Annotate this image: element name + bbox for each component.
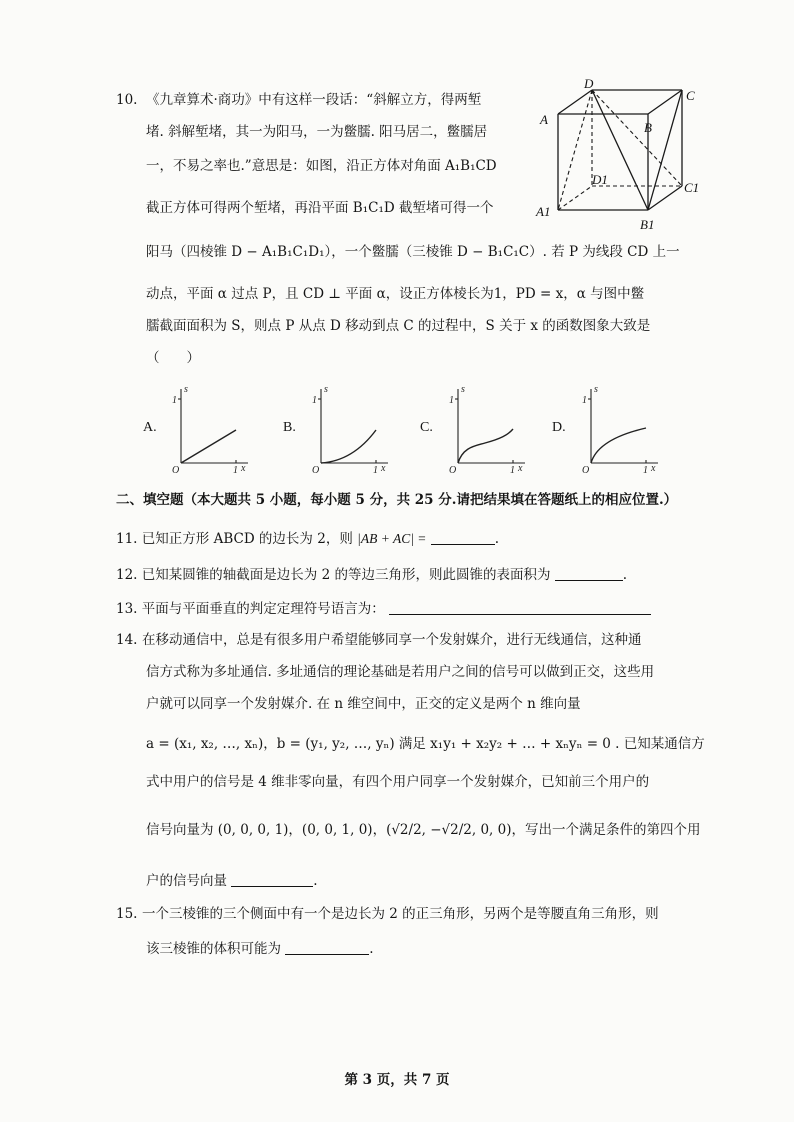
q10-line-7: 臑截面面积为 S，则点 P 从点 D 移动到点 C 的过程中，S 关于 x 的函数图象大致是 xyxy=(146,318,651,334)
q11-end: . xyxy=(494,531,499,547)
q11 xyxy=(116,530,499,547)
option-c-graph xyxy=(445,383,530,475)
q14-answer-blank[interactable] xyxy=(231,872,313,887)
q14-line-3: 户就可以同享一个发射媒介. 在 n 维空间中，正交的定义是两个 n 维向量 xyxy=(146,696,581,712)
q12 xyxy=(116,566,627,583)
option-b-graph xyxy=(308,383,393,475)
q11-answer-blank[interactable] xyxy=(431,530,495,545)
option-b-tick-y: 1 xyxy=(312,395,317,406)
option-d-graph xyxy=(578,383,663,475)
option-a-tick-x: 1 xyxy=(233,465,238,476)
q12-text: 已知某圆锥的轴截面是边长为 2 的等边三角形，则此圆锥的表面积为 xyxy=(141,567,551,583)
q11-text: 已知正方形 ABCD 的边长为 2，则 xyxy=(141,531,353,547)
cube-label-B1: B1 xyxy=(640,217,655,232)
section-2-title: 二、填空题（本大题共 5 小题，每小题 5 分，共 25 分.请把结果填在答题纸上的相应位置.） xyxy=(116,492,678,508)
q13-answer-blank[interactable] xyxy=(389,600,651,615)
q13-number: 13. xyxy=(116,601,138,617)
option-d-letter: D. xyxy=(552,420,566,435)
q12-end: . xyxy=(622,567,628,583)
q14-line-5: 式中用户的信号是 4 维非零向量，有四个用户同享一个发射媒介，已知前三个用户的 xyxy=(146,774,650,790)
q10-line-5: 阳马（四棱锥 D − A₁B₁C₁D₁），一个鳖臑（三棱锥 D − B₁C₁C）. 若 P 为线段 CD 上一 xyxy=(146,244,680,260)
q14-line-1: 在移动通信中，总是有很多用户希望能够同享一个发射媒介，进行无线通信，这种通 xyxy=(142,632,642,648)
option-b-tick-x: 1 xyxy=(373,465,378,476)
q15-line-2-text: 该三棱锥的体积可能为 xyxy=(146,941,281,957)
cube-label-B: B xyxy=(644,120,652,135)
option-b-x: x xyxy=(381,463,386,474)
q14-line-2: 信方式称为多址通信. 多址通信的理论基础是若用户之间的信号可以做到正交，这些用 xyxy=(146,664,655,680)
option-c-tick-x: 1 xyxy=(510,465,515,476)
option-d-origin: O xyxy=(582,465,590,476)
option-b-origin: O xyxy=(312,465,320,476)
cube-label-D1: D1 xyxy=(592,172,608,187)
option-a-tick-y: 1 xyxy=(172,395,177,406)
option-a-s: s xyxy=(184,384,188,395)
q11-expr: |AB + AC| = xyxy=(357,531,427,546)
q15-end: . xyxy=(369,941,374,957)
page-footer: 第 3 页，共 7 页 xyxy=(344,1072,450,1088)
q10-line-2: 堵. 斜解堑堵，其一为阳马，一为鳖臑. 阳马居二，鳖臑居 xyxy=(146,124,488,140)
q10-line-3: 一，不易之率也.”意思是：如图，沿正方体对角面 A₁B₁CD xyxy=(146,158,497,174)
q10-line-6: 动点，平面 α 过点 P，且 CD ⊥ 平面 α，设正方体棱长为1，PD = x，α 与图中鳖 xyxy=(146,286,645,302)
option-b-letter: B. xyxy=(283,420,296,435)
q10-line-1: 《九章算术·商功》中有这样一段话：“斜解立方，得两堑 xyxy=(146,92,482,108)
option-a-x: x xyxy=(241,463,246,474)
option-d-s: s xyxy=(594,384,598,395)
q11-number: 11. xyxy=(116,531,138,547)
q15-answer-blank[interactable] xyxy=(285,940,369,955)
option-a-letter: A. xyxy=(143,420,157,435)
q12-answer-blank[interactable] xyxy=(555,566,623,581)
option-b-s: s xyxy=(324,384,328,395)
q15-line-1: 一个三棱锥的三个侧面中有一个是边长为 2 的正三角形，另两个是等腰直角三角形，则 xyxy=(142,906,659,922)
option-d-tick-y: 1 xyxy=(582,395,587,406)
cube-label-C: C xyxy=(686,88,695,103)
q14-line-7-text: 户的信号向量 xyxy=(146,873,227,889)
q13 xyxy=(116,600,651,617)
cube-figure xyxy=(530,76,710,235)
q15-number: 15. xyxy=(116,906,138,922)
option-c-s: s xyxy=(461,384,465,395)
q10-number: 10. xyxy=(116,92,138,108)
q10-line-4: 截正方体可得两个堑堵，再沿平面 B₁C₁D 截堑堵可得一个 xyxy=(146,200,494,216)
cube-label-A1: A1 xyxy=(536,204,551,219)
option-c-tick-y: 1 xyxy=(449,395,454,406)
q15-line-2 xyxy=(146,940,374,957)
option-d-x: x xyxy=(651,463,656,474)
q14-line-6: 信号向量为 (0, 0, 0, 1)，(0, 0, 1, 0)，(√2/2, −√2/2, 0, 0)，写出一个满足条件的第四个用 xyxy=(146,822,701,838)
option-c-origin: O xyxy=(449,465,457,476)
q14-end: . xyxy=(313,873,318,889)
option-a-graph xyxy=(168,383,253,475)
option-d-tick-x: 1 xyxy=(643,465,648,476)
option-c-x: x xyxy=(518,463,523,474)
q10-line-8: （ ） xyxy=(146,350,200,366)
cube-label-A: A xyxy=(540,112,548,127)
q14-line-4: a = (x₁, x₂, …, xₙ)，b = (y₁, y₂, …, yₙ) 满足 x₁y₁ + x₂y₂ + … + xₙyₙ = 0 . 已知某通信方 xyxy=(146,736,705,752)
cube-label-D: D xyxy=(584,76,594,91)
q13-text: 平面与平面垂直的判定定理符号语言为： xyxy=(141,601,385,617)
q14-number: 14. xyxy=(116,632,138,648)
q14-line-7 xyxy=(146,872,318,889)
option-a-origin: O xyxy=(172,465,180,476)
option-c-letter: C. xyxy=(420,420,433,435)
cube-label-C1: C1 xyxy=(684,180,700,195)
q12-number: 12. xyxy=(116,567,138,583)
